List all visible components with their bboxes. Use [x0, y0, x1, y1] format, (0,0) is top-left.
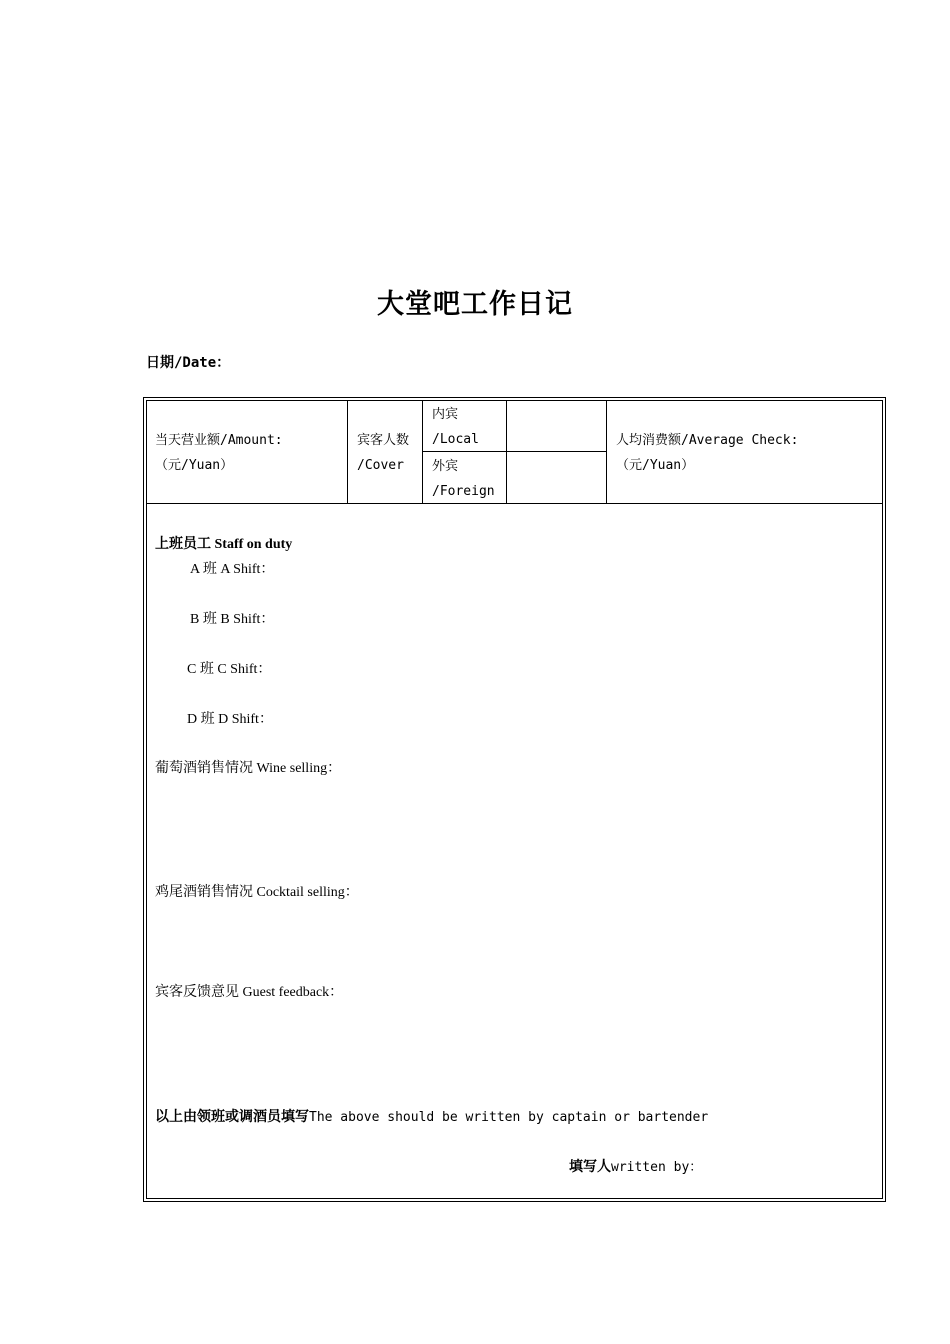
amount-label: 当天营业额/Amount: （元/Yuan） [155, 433, 283, 473]
divider-cover-local [422, 401, 423, 503]
divider-label-value [506, 401, 507, 503]
journal-form [143, 397, 886, 1202]
wine-selling-label: 葡萄酒销售情况 Wine selling： [155, 761, 342, 776]
guest-feedback-label: 宾客反馈意见 Guest feedback： [155, 985, 344, 1000]
foreign-count-field[interactable] [513, 457, 599, 497]
shift-d-label: D 班 D Shift： [187, 712, 273, 727]
average-check-label: 人均消费额/Average Check: （元/Yuan） [616, 433, 799, 473]
date-label: 日期/Date： [146, 355, 231, 371]
document-title: 大堂吧工作日记 [377, 289, 573, 320]
local-label: 内宾 /Local [432, 407, 479, 447]
shift-b-label: B 班 B Shift： [190, 612, 275, 627]
written-by-label: 填写人written by： [569, 1160, 703, 1175]
footer-note: 以上由领班或调酒员填写The above should be written by captain or bartender [155, 1110, 709, 1125]
cocktail-selling-label: 鸡尾酒销售情况 Cocktail selling： [155, 885, 359, 900]
header-row-bottom-rule [147, 503, 882, 504]
form-inner-border [146, 400, 883, 1199]
divider-amount-cover [347, 401, 348, 503]
foreign-label: 外宾 /Foreign [432, 459, 495, 499]
local-count-field[interactable] [513, 407, 599, 445]
divider-value-average [606, 401, 607, 503]
shift-c-label: C 班 C Shift： [187, 662, 272, 677]
staff-heading: 上班员工 Staff on duty [155, 537, 293, 552]
shift-a-label: A 班 A Shift： [190, 562, 275, 577]
cover-label: 宾客人数 /Cover [357, 433, 410, 473]
